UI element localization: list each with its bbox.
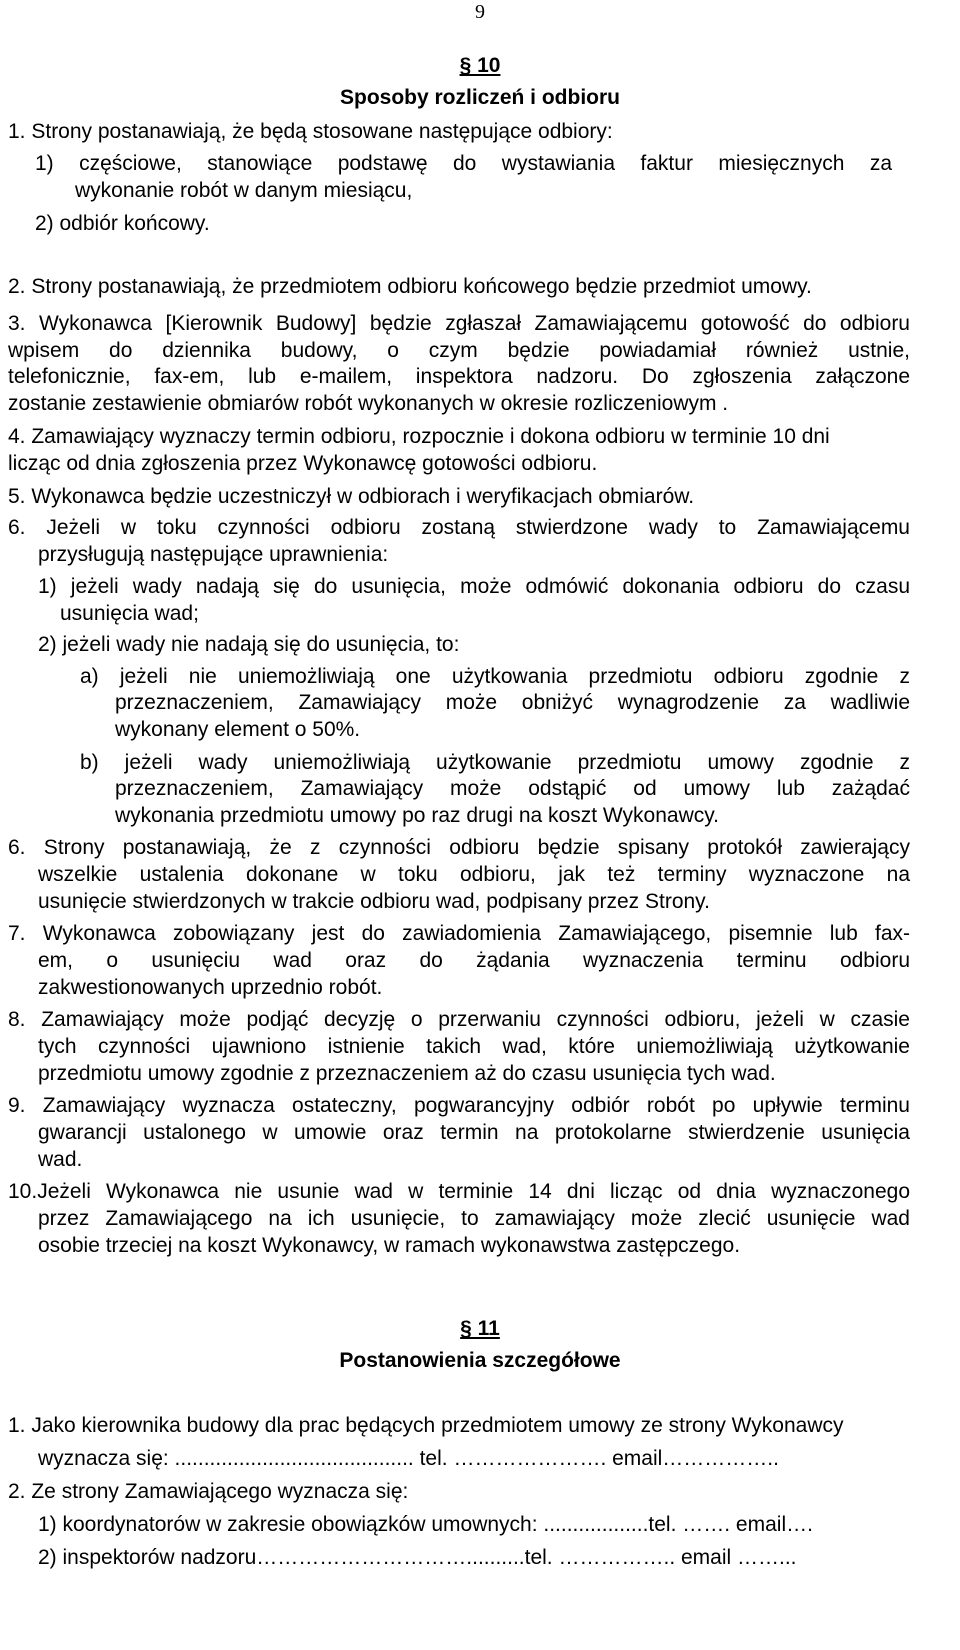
section10-line: wykonania przedmiotu umowy po raz drugi na koszt Wykonawcy.: [115, 804, 720, 827]
section10-line: 1) jeżeli wady nadają się do usunięcia, może odmówić dokonania odbioru do czasu: [38, 575, 910, 598]
section10-line: 2. Strony postanawiają, że przedmiotem odbioru końcowego będzie przedmiot umowy.: [8, 275, 812, 298]
section10-line: wykonany element o 50%.: [115, 718, 361, 741]
section10-line: wykonanie robót w danym miesiącu,: [75, 179, 413, 202]
section10-line: 8. Zamawiający może podjąć decyzję o przerwaniu czynności odbioru, jeżeli w czasie: [8, 1008, 910, 1031]
section10-line: telefonicznie, fax-em, lub e-mailem, inspektora nadzoru. Do zgłoszenia załączone: [8, 365, 910, 388]
section10-line: wpisem do dziennika budowy, o czym będzie powiadamiał również ustnie,: [8, 339, 910, 362]
section10-line: 7. Wykonawca zobowiązany jest do zawiadomienia Zamawiającego, pisemnie lub fax-: [8, 922, 910, 945]
section10-line: 3. Wykonawca [Kierownik Budowy] będzie zgłaszał Zamawiającemu gotowość do odbioru: [8, 312, 910, 335]
section-10-heading: § 10: [459, 54, 501, 77]
section10-line: 4. Zamawiający wyznaczy termin odbioru, rozpocznie i dokona odbioru w terminie 10 dni: [8, 425, 830, 448]
section11-line: 1) koordynatorów w zakresie obowiązków umownych: ..................tel. ……. email….: [38, 1513, 813, 1536]
section10-line: 1. Strony postanawiają, że będą stosowane następujące odbiory:: [8, 120, 613, 143]
section10-line: 9. Zamawiający wyznacza ostateczny, pogwarancyjny odbiór robót po upływie terminu: [8, 1094, 910, 1117]
section10-line: a) jeżeli nie uniemożliwiają one użytkowania przedmiotu odbioru zgodnie z: [80, 665, 910, 688]
section10-line: przysługują następujące uprawnienia:: [38, 543, 389, 566]
section11-line: 2) inspektorów nadzoru…………………………..........tel. …………….. email ……...: [38, 1546, 797, 1569]
section10-line: przeznaczeniem, Zamawiający może obniżyć wynagrodzenie za wadliwie: [115, 691, 910, 714]
section11-line: wyznacza się: ......................................... tel. …………………. email……………..: [38, 1447, 779, 1470]
section-11-heading: § 11: [460, 1317, 500, 1340]
section10-line: osobie trzeciej na koszt Wykonawcy, w ramach wykonawstwa zastępczego.: [38, 1234, 741, 1257]
page-number: 9: [475, 1, 485, 23]
section10-line: przeznaczeniem, Zamawiający może odstąpić od umowy lub zażądać: [115, 777, 910, 800]
section10-line: 6. Strony postanawiają, że z czynności odbioru będzie spisany protokół zawierający: [8, 836, 910, 859]
section10-line: zostanie zestawienie obmiarów robót wykonanych w okresie rozliczeniowym .: [8, 392, 729, 415]
section10-line: przedmiotu umowy zgodnie z przeznaczeniem aż do czasu usunięcia tych wad.: [38, 1062, 776, 1085]
section-11-title: Postanowienia szczegółowe: [339, 1349, 621, 1372]
section10-line: b) jeżeli wady uniemożliwiają użytkowanie przedmiotu umowy zgodnie z: [80, 751, 910, 774]
section11-line: 2. Ze strony Zamawiającego wyznacza się:: [8, 1480, 409, 1503]
section10-line: 2) jeżeli wady nie nadają się do usunięcia, to:: [38, 633, 460, 656]
section10-line: wad.: [38, 1148, 83, 1171]
section10-line: 10.Jeżeli Wykonawca nie usunie wad w terminie 14 dni licząc od dnia wyznaczonego: [8, 1180, 910, 1203]
section10-line: usunięcie stwierdzonych w trakcie odbioru wad, podpisany przez Strony.: [38, 890, 710, 913]
section10-line: przez Zamawiającego na ich usunięcie, to zamawiający może zlecić usunięcie wad: [38, 1207, 910, 1230]
section10-line: 6. Jeżeli w toku czynności odbioru zostaną stwierdzone wady to Zamawiającemu: [8, 516, 910, 539]
section10-line: licząc od dnia zgłoszenia przez Wykonawcę gotowości odbioru.: [8, 452, 598, 475]
section11-line: 1. Jako kierownika budowy dla prac będących przedmiotem umowy ze strony Wykonawcy: [8, 1414, 844, 1437]
section10-line: usunięcia wad;: [60, 602, 199, 625]
section-10-title: Sposoby rozliczeń i odbioru: [339, 86, 620, 109]
section10-line: tych czynności ujawniono istnienie takich wad, które uniemożliwiają użytkowanie: [38, 1035, 910, 1058]
section10-line: zakwestionowanych uprzednio robót.: [38, 976, 383, 999]
section10-line: em, o usunięciu wad oraz do żądania wyznaczenia terminu odbioru: [38, 949, 910, 972]
section10-line: 1) częściowe, stanowiące podstawę do wystawiania faktur miesięcznych za: [35, 152, 892, 175]
section10-line: 5. Wykonawca będzie uczestniczył w odbiorach i weryfikacjach obmiarów.: [8, 485, 695, 508]
section10-line: 2) odbiór końcowy.: [35, 212, 210, 235]
section10-line: gwarancji ustalonego w umowie oraz termin na protokolarne stwierdzenie usunięcia: [38, 1121, 910, 1144]
section10-line: wszelkie ustalenia dokonane w toku odbioru, jak też terminy wyznaczone na: [38, 863, 910, 886]
